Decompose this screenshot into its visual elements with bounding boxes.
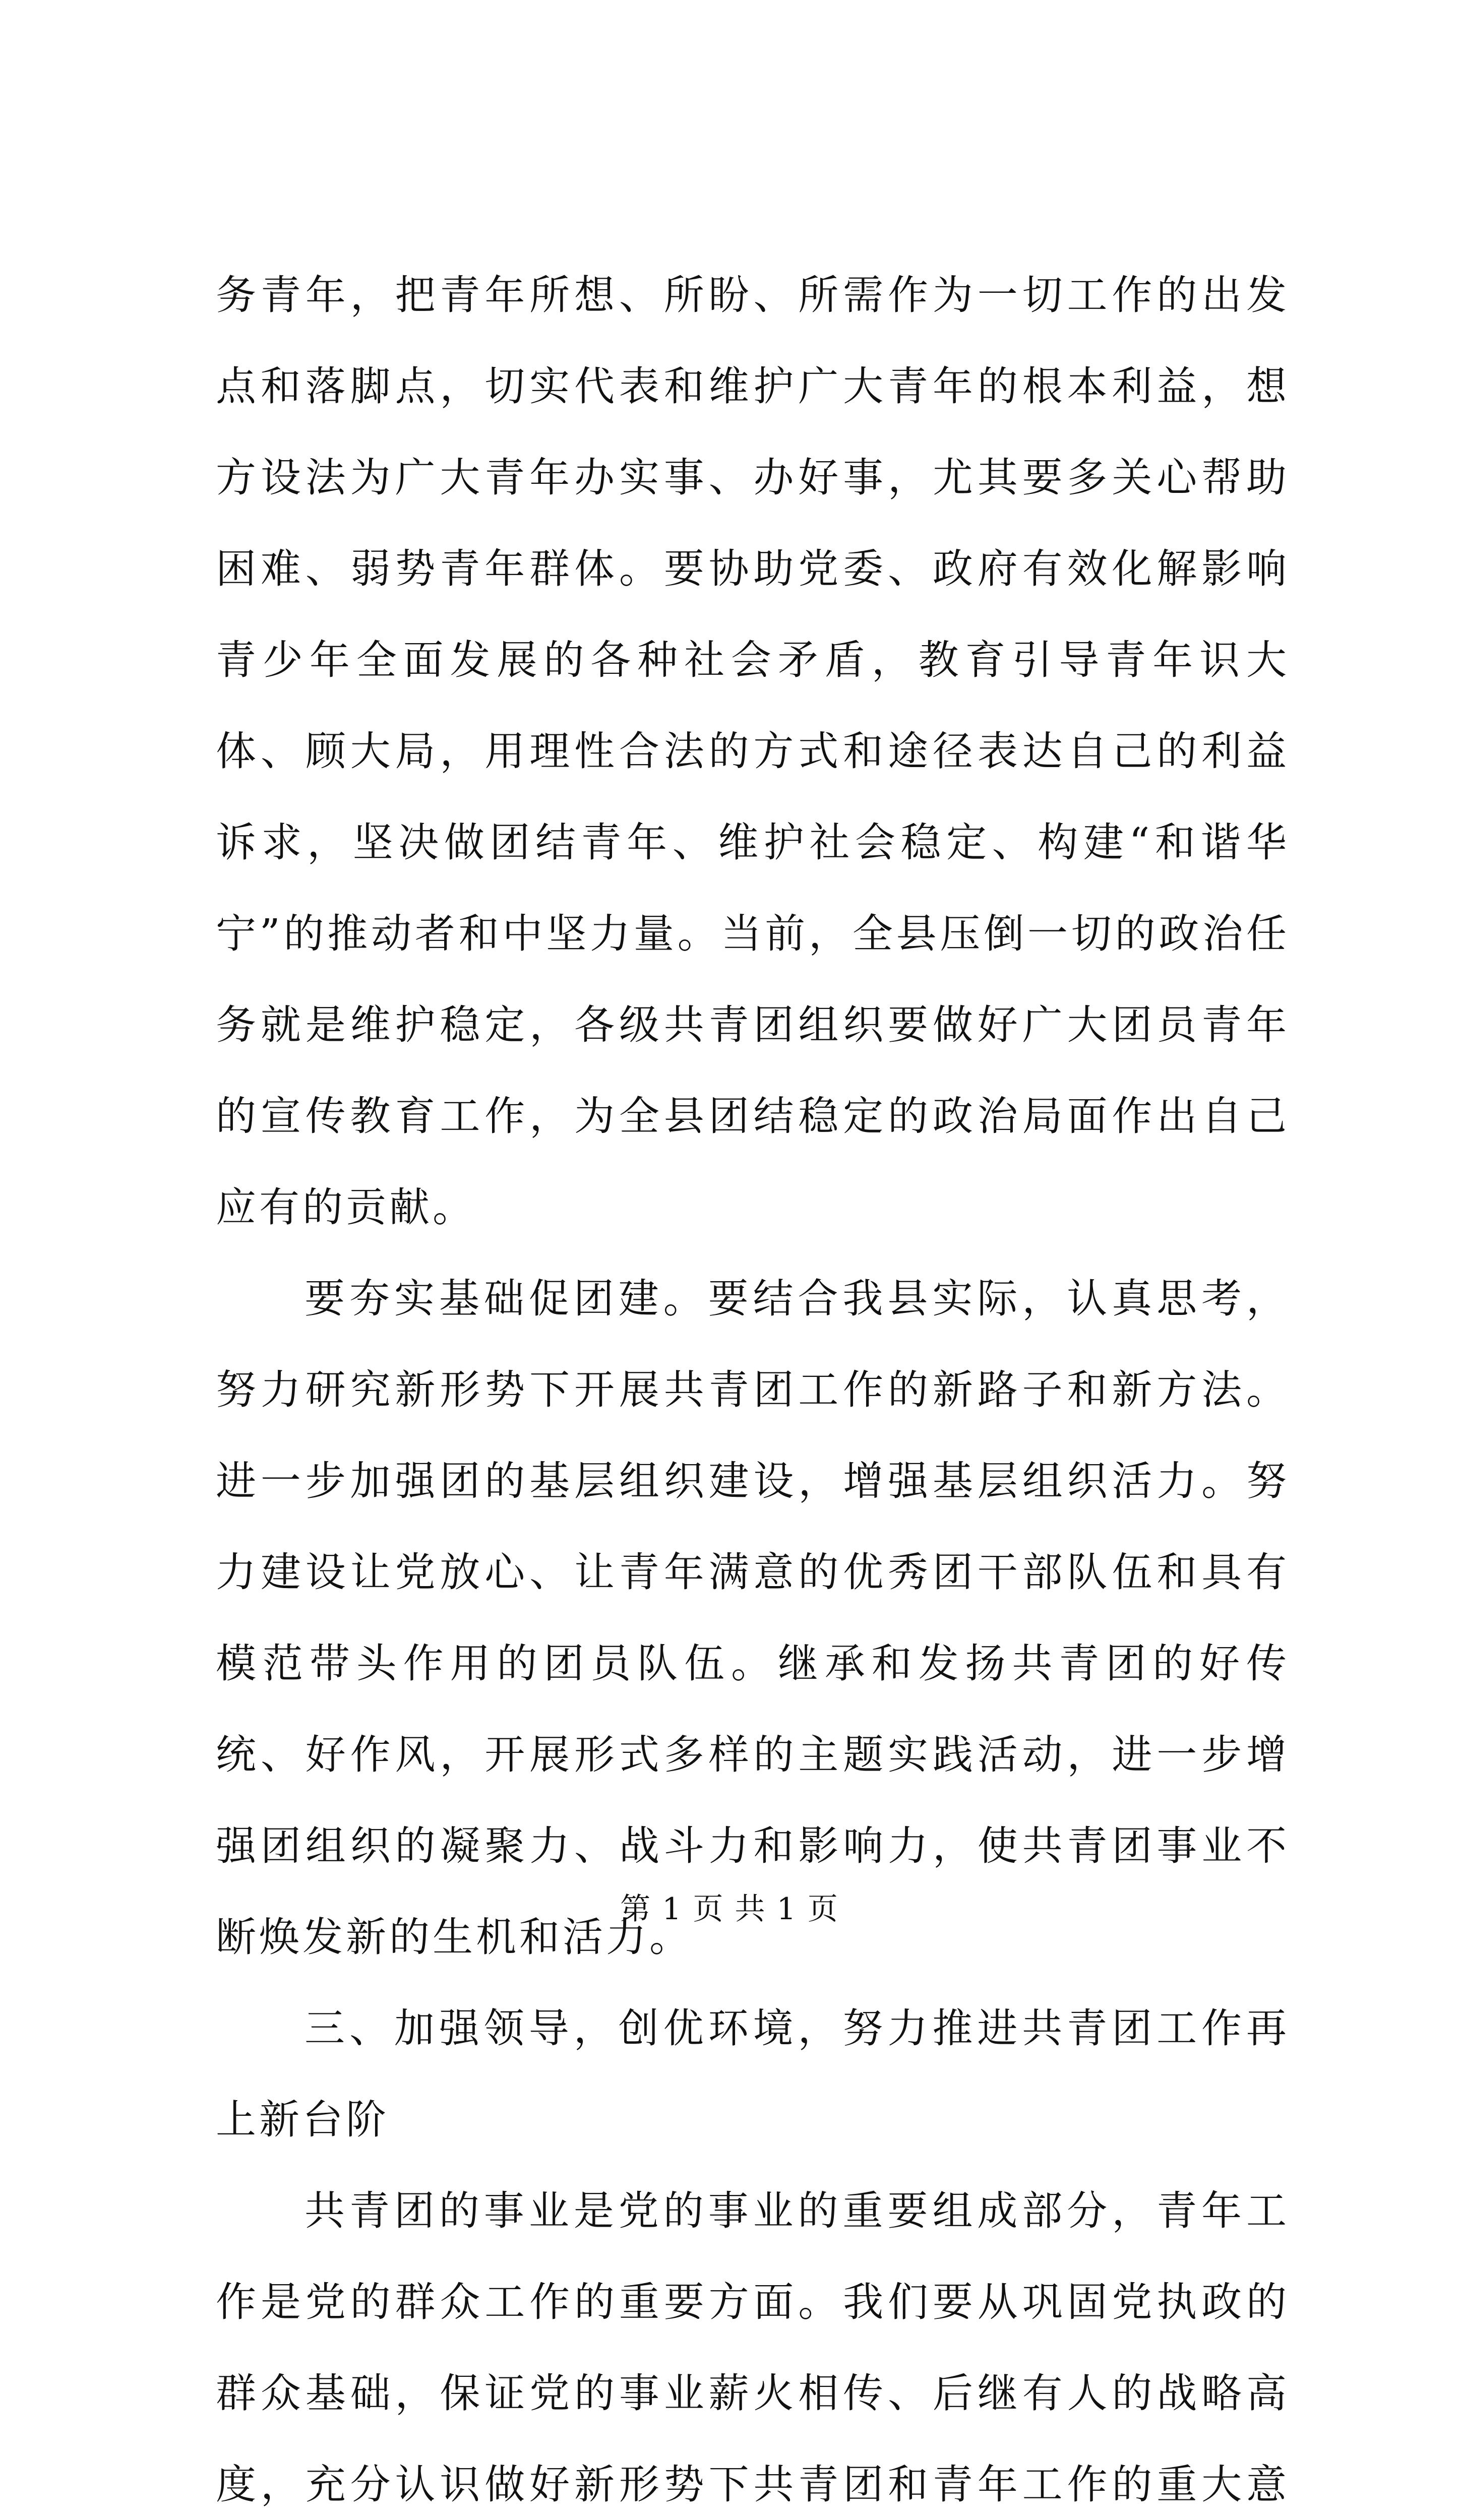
paragraph-4: 共青团的事业是党的事业的重要组成部分，青年工作是党的群众工作的重要方面。我们要从巩固党执政的群众基础，保证党的事业薪火相传、后继有人的战略高度，充分认识做好新形势下共青团和青年工作的重大意 [216, 2187, 1290, 2508]
section-heading: 三、加强领导，创优环境，努力推进共青团工作再上新台阶 [216, 2005, 1290, 2143]
paragraph-2: 要夯实基础促团建。要结合我县实际，认真思考，努力研究新形势下开展共青团工作的新路子和新方法。进一步加强团的基层组织建设，增强基层组织活力。努力建设让党放心、让青年满意的优秀团干部队伍和具有模范带头作用的团员队伍。继承和发扬共青团的好传统、好作风，开展形式多样的主题实践活动，进一步增强团组织的凝聚力、战斗力和影响力，使共青团事业不断焕发新的生机和活力。 [216, 1275, 1290, 1961]
page-footer: 第 1 页 共 1 页 [620, 1892, 839, 1927]
document-body [216, 249, 1290, 2520]
paragraph-1: 务青年，把青年所想、所盼、所需作为一切工作的出发点和落脚点，切实代表和维护广大青年的根本利益，想方设法为广大青年办实事、办好事，尤其要多关心帮助困难、弱势青年群体。要协助党委、政府有效化解影响青少年全面发展的各种社会矛盾，教育引导青年识大体、顾大局，用理性合法的方式和途径表达自己的利益诉求，坚决做团结青年、维护社会稳定、构建“和谐华宁”的推动者和中坚力量。当前，全县压倒一切的政治任务就是维护稳定，各级共青团组织要做好广大团员青年的宣传教育工作，为全县团结稳定的政治局面作出自己应有的贡献。 [216, 272, 1290, 1231]
